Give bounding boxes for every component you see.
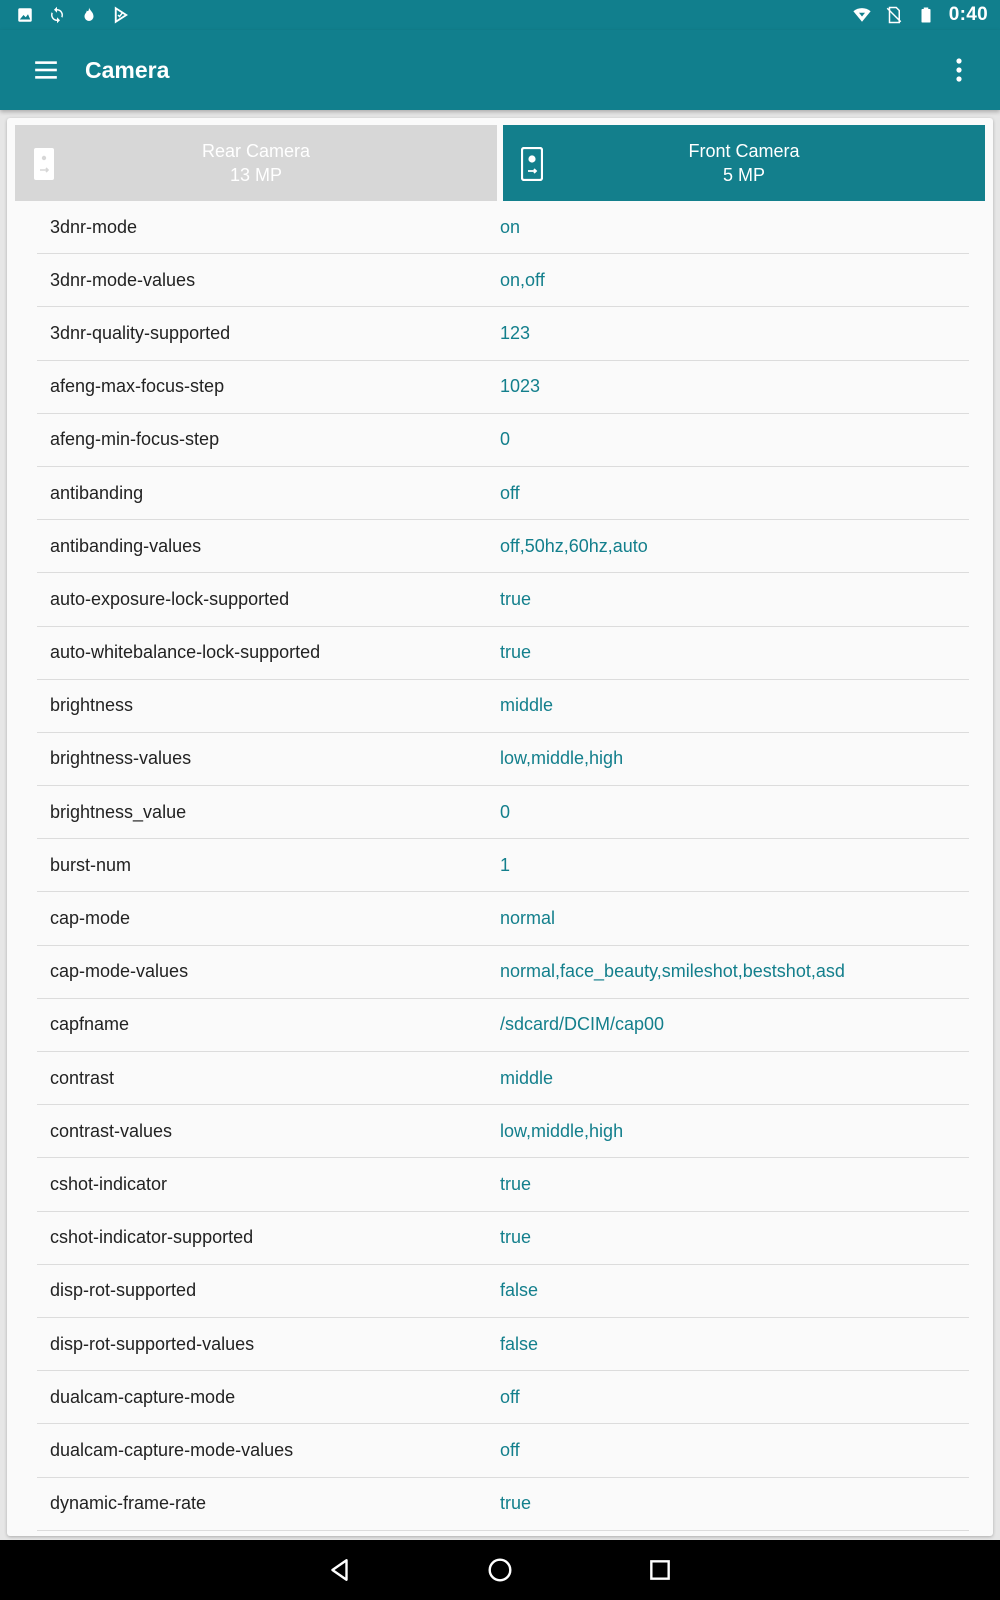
parameter-key: cap-mode-values bbox=[50, 961, 189, 982]
table-row[interactable] bbox=[37, 627, 969, 680]
parameter-value: 0 bbox=[500, 429, 511, 450]
table-row[interactable] bbox=[37, 733, 969, 786]
back-icon[interactable] bbox=[320, 1550, 360, 1590]
parameter-key: capfname bbox=[50, 1014, 130, 1035]
parameter-value: false bbox=[500, 1280, 539, 1301]
parameter-key: 3dnr-mode-values bbox=[50, 269, 196, 290]
parameter-key: 3dnr-mode bbox=[50, 216, 138, 237]
parameter-key: burst-num bbox=[50, 854, 132, 875]
flame-icon bbox=[80, 6, 98, 24]
wifi-icon bbox=[853, 6, 871, 24]
battery-icon bbox=[917, 6, 935, 24]
parameter-value: true bbox=[500, 1173, 532, 1194]
image-icon bbox=[16, 6, 34, 24]
parameter-key: afeng-min-focus-step bbox=[50, 429, 220, 450]
parameter-key: cap-mode bbox=[50, 908, 131, 929]
parameter-key: dynamic-frame-rate bbox=[50, 1493, 207, 1514]
table-row[interactable] bbox=[37, 1318, 969, 1371]
status-system-icons bbox=[853, 4, 988, 26]
parameter-value: false bbox=[500, 1333, 539, 1354]
tab-rear-camera[interactable] bbox=[15, 125, 497, 201]
parameter-value: 1 bbox=[500, 854, 511, 875]
parameter-value: /sdcard/DCIM/cap00 bbox=[500, 1014, 665, 1035]
parameter-value: off bbox=[500, 1386, 520, 1407]
tab-rear-camera-megapixels: 13 MP bbox=[229, 165, 283, 185]
table-row[interactable] bbox=[37, 839, 969, 892]
table-row[interactable] bbox=[37, 307, 969, 360]
parameter-value: low,middle,high bbox=[500, 1120, 624, 1141]
table-row[interactable] bbox=[37, 1212, 969, 1265]
parameter-key: contrast-values bbox=[50, 1120, 173, 1141]
table-row[interactable] bbox=[37, 1371, 969, 1424]
parameter-value: normal bbox=[500, 908, 556, 929]
parameter-value: 0 bbox=[500, 801, 511, 822]
table-row[interactable] bbox=[37, 1424, 969, 1477]
parameter-value: off,50hz,60hz,auto bbox=[500, 535, 648, 556]
parameter-value: true bbox=[500, 642, 532, 663]
sync-icon bbox=[48, 6, 66, 24]
status-clock: 0:40 bbox=[948, 4, 988, 25]
more-vert-icon[interactable] bbox=[944, 48, 974, 92]
table-row[interactable] bbox=[37, 786, 969, 839]
table-row[interactable] bbox=[37, 361, 969, 414]
navigation-bar bbox=[0, 1540, 1000, 1600]
recents-icon[interactable] bbox=[640, 1550, 680, 1590]
table-row[interactable] bbox=[37, 520, 969, 573]
table-row[interactable] bbox=[37, 254, 969, 307]
parameter-key: cshot-indicator bbox=[50, 1173, 168, 1194]
tab-rear-camera-label: Rear Camera bbox=[201, 141, 311, 161]
table-row[interactable] bbox=[37, 1052, 969, 1105]
hamburger-menu-icon[interactable] bbox=[24, 48, 68, 92]
parameter-key: 3dnr-quality-supported bbox=[50, 322, 231, 343]
parameter-key: auto-whitebalance-lock-supported bbox=[50, 642, 321, 663]
table-row[interactable] bbox=[37, 680, 969, 733]
table-row[interactable] bbox=[37, 1265, 969, 1318]
table-row[interactable] bbox=[37, 946, 969, 999]
parameter-value: on,off bbox=[500, 269, 545, 290]
app-bar bbox=[0, 30, 1000, 110]
parameter-value: 123 bbox=[500, 322, 531, 343]
table-row[interactable] bbox=[37, 573, 969, 626]
parameter-value: true bbox=[500, 588, 532, 609]
home-icon[interactable] bbox=[480, 1550, 520, 1590]
parameter-value: middle bbox=[500, 695, 554, 716]
table-row[interactable] bbox=[37, 999, 969, 1052]
parameter-value: on bbox=[500, 216, 521, 237]
parameter-key: antibanding bbox=[50, 482, 144, 503]
parameter-key: brightness_value bbox=[50, 801, 187, 822]
front-camera-icon bbox=[521, 147, 543, 181]
parameter-key: dualcam-capture-mode bbox=[50, 1386, 236, 1407]
status-notification-icons bbox=[16, 6, 130, 24]
page-title: Camera bbox=[85, 56, 170, 83]
table-row[interactable] bbox=[37, 201, 969, 254]
parameter-key: disp-rot-supported-values bbox=[50, 1333, 255, 1354]
parameter-key: brightness bbox=[50, 695, 134, 716]
no-sim-icon bbox=[885, 6, 903, 24]
parameter-key: cshot-indicator-supported bbox=[50, 1227, 254, 1248]
table-row[interactable] bbox=[37, 892, 969, 945]
parameter-key: auto-exposure-lock-supported bbox=[50, 588, 290, 609]
camera-tabs bbox=[15, 125, 985, 201]
parameter-key: disp-rot-supported bbox=[50, 1280, 197, 1301]
parameter-value: 1023 bbox=[500, 376, 541, 397]
parameter-value: off bbox=[500, 482, 520, 503]
parameter-key: antibanding-values bbox=[50, 535, 202, 556]
parameter-value: middle bbox=[500, 1067, 554, 1088]
tab-front-camera-megapixels: 5 MP bbox=[722, 165, 765, 185]
tab-front-camera[interactable] bbox=[503, 125, 985, 201]
parameter-value: low,middle,high bbox=[500, 748, 624, 769]
table-row[interactable] bbox=[37, 1478, 969, 1531]
parameter-key: contrast bbox=[50, 1067, 115, 1088]
rear-camera-icon bbox=[33, 147, 55, 181]
parameter-key: dualcam-capture-mode-values bbox=[50, 1439, 294, 1460]
status-bar bbox=[0, 0, 1000, 30]
task-check-icon bbox=[112, 6, 130, 24]
table-row[interactable] bbox=[37, 414, 969, 467]
tab-front-camera-label: Front Camera bbox=[688, 141, 800, 161]
table-row[interactable] bbox=[37, 467, 969, 520]
parameter-value: off bbox=[500, 1439, 520, 1460]
parameter-value: true bbox=[500, 1493, 532, 1514]
parameters-card bbox=[7, 118, 993, 1536]
parameter-value: true bbox=[500, 1227, 532, 1248]
table-row[interactable] bbox=[37, 1158, 969, 1211]
parameter-key: afeng-max-focus-step bbox=[50, 376, 225, 397]
parameters-list bbox=[37, 201, 969, 1531]
table-row[interactable] bbox=[37, 1105, 969, 1158]
parameter-key: brightness-values bbox=[50, 748, 192, 769]
parameter-value: normal,face_beauty,smileshot,bestshot,asd bbox=[500, 961, 845, 982]
